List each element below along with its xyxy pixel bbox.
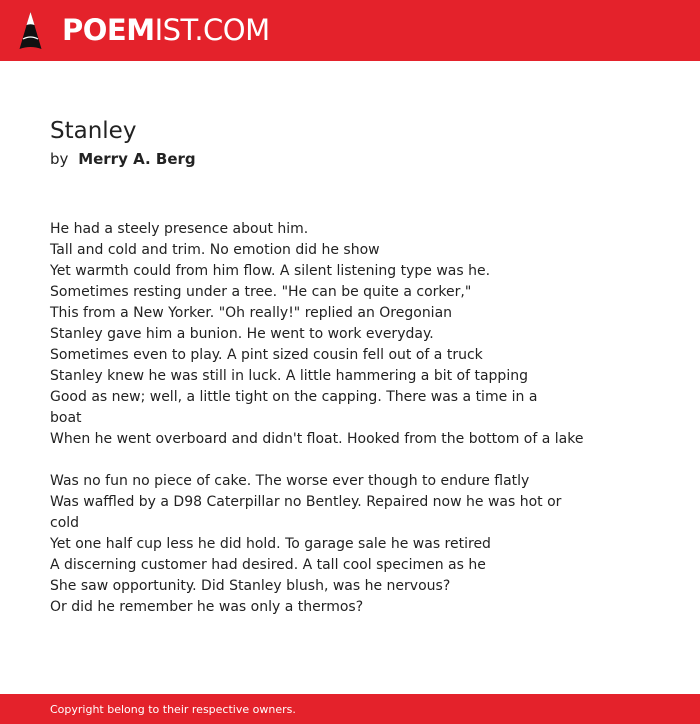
poem-line: This from a New Yorker. "Oh really!" replied an Oregonian <box>50 305 453 321</box>
poem-line: When he went overboard and didn't float. Hooked from the bottom of a lake <box>50 431 584 447</box>
poem-line: Yet warmth could from him flow. A silent listening type was he. <box>50 263 491 279</box>
poem-line: She saw opportunity. Did Stanley blush, was he nervous? <box>50 578 451 594</box>
poem-body <box>50 219 590 618</box>
site-footer <box>0 694 700 724</box>
poem-line: Tall and cold and trim. No emotion did he show <box>50 242 380 258</box>
site-header <box>0 0 700 61</box>
poem-line: Sometimes resting under a tree. "He can be quite a corker," <box>50 284 472 300</box>
logo-text-bold: POEM <box>62 13 155 47</box>
poem-line: Good as new; well, a little tight on the capping. There was a time in a <box>50 389 538 405</box>
poem-line: A discerning customer had desired. A tall cool specimen as he <box>50 557 486 573</box>
poem-line: cold <box>50 515 80 531</box>
poem-line: Stanley knew he was still in luck. A little hammering a bit of tapping <box>50 368 528 384</box>
pencil-tip-icon[interactable] <box>19 11 42 51</box>
poem-author: Merry A. Berg <box>78 150 196 168</box>
poem-line: Yet one half cup less he did hold. To garage sale he was retired <box>50 536 491 552</box>
poem-line: Sometimes even to play. A pint sized cousin fell out of a truck <box>50 347 483 363</box>
stanza-break <box>50 450 590 471</box>
poem-line: Or did he remember he was only a thermos? <box>50 599 364 615</box>
poem-line: Was waffled by a D98 Caterpillar no Bentley. Repaired now he was hot or <box>50 494 562 510</box>
poem-byline <box>50 148 196 170</box>
logo-text-light: IST.COM <box>154 13 270 47</box>
poem-line: Stanley gave him a bunion. He went to work everyday. <box>50 326 434 342</box>
poem-line: He had a steely presence about him. <box>50 221 309 237</box>
by-label: by <box>50 150 69 168</box>
copyright-text: Copyright belong to their respective owners. <box>50 703 296 716</box>
poem-line: Was no fun no piece of cake. The worse ever though to endure flatly <box>50 473 530 489</box>
site-logo[interactable] <box>62 12 270 48</box>
poem-line: boat <box>50 410 82 426</box>
poem-title: Stanley <box>50 118 137 144</box>
